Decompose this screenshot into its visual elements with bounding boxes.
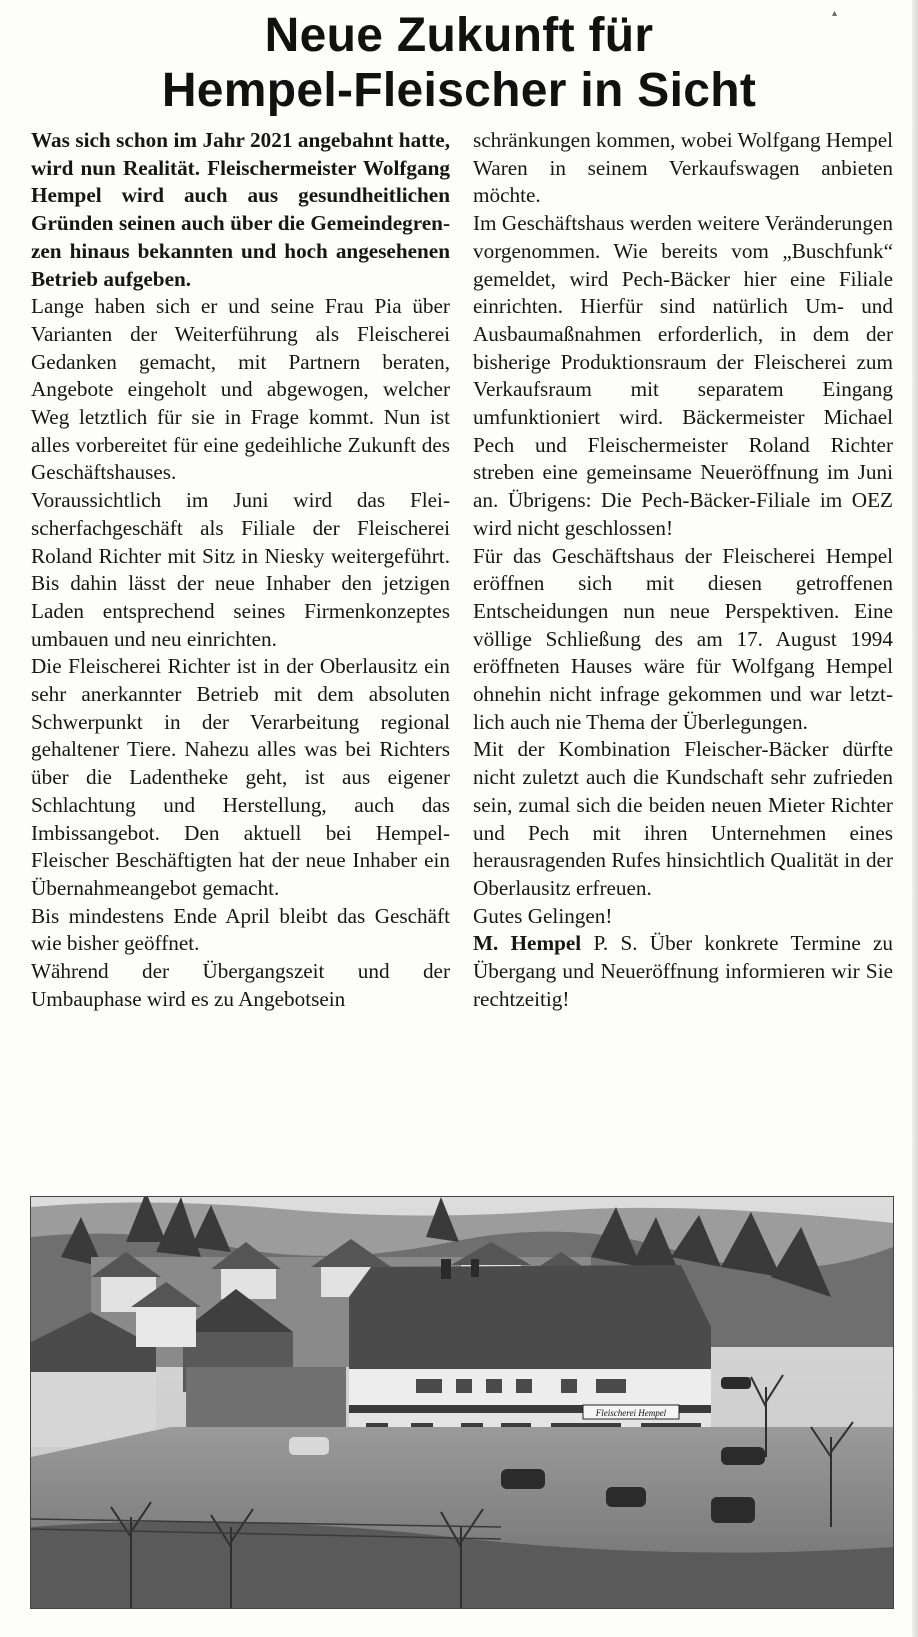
article-lead-paragraph: Was sich schon im Jahr 2021 angebahnt hatte, wird nun Realität. Fleischermeister Wolfgang Hempel wird auch aus gesundheitlichen Gründen seinen auch über die Gemeindegrenzen hinaus bekannten und hoch angesehenen Betrieb aufgeben. [31, 128, 450, 291]
article-paragraph: Während der Übergangszeit und der Umbauphase wird es zu Angebotsein [31, 959, 450, 1011]
article-paragraph: Lange haben sich er und seine Frau Pia über Varianten der Weiterführung als Fleischerei Gedanken gemacht, mit Partnern beraten, Angebote eingeholt und abgewogen, welcher Weg letztlich für sie in Frage kommt. Nun ist alles vorbereitet für eine gedeihliche Zukunft des Geschäftshauses. [31, 294, 450, 485]
headline-line-1: Neue Zukunft für [264, 9, 654, 62]
article-headline [0, 8, 918, 118]
shop-sign-text: Fleischerei Hempel [595, 1408, 667, 1418]
page-edge-shadow [912, 0, 918, 1637]
annex-building [186, 1367, 346, 1427]
town-view-illustration [31, 1197, 893, 1608]
article-photo [30, 1196, 894, 1609]
scan-speck: ▴ [832, 8, 838, 19]
article-paragraph: Gutes Gelingen! [473, 903, 613, 928]
article-paragraph: schränkungen kommen, wobei Wolfgang Hempel Waren in seinem Verkaufswagen anbieten möchte. [473, 128, 893, 208]
article-left-column [31, 127, 450, 1014]
article-paragraph: Bis mindestens Ende April bleibt das Geschäft wie bisher geöffnet. [31, 903, 450, 956]
article-right-column [473, 127, 893, 1014]
house-white-wall [136, 1307, 196, 1347]
article-signature-paragraph [473, 930, 893, 1013]
article-signature-name: M. Hempel [473, 931, 582, 956]
article-paragraph: Mit der Kombination Fleischer-Bäcker dürfte nicht zuletzt auch die Kundschaft sehr zufrieden sein, zumal sich die beiden neuen Mieter Richter und Pech mit ihren Unternehmen eines herausragenden Rufes hinsichtlich Qualität in der Oberlausitz erfreuen. [473, 737, 893, 900]
article-paragraph: Voraussichtlich im Juni wird das Fleischerfachgeschäft als Filiale der Fleischerei Roland Richter mit Sitz in Niesky weitergeführt. Bis dahin lässt der neue Inhaber den jetzigen Laden entsprechend seines Firmenkonzeptes umbauen und neu einrichten. [31, 488, 450, 651]
article-paragraph: Im Geschäftshaus werden weitere Veränderungen vorgenommen. Wie bereits vom „Buschfunk“ gemeldet, wird Pech-Bäcker hier eine Filiale einrichten. Hierfür sind natürlich Um- und Ausbaumaßnahmen erforderlich, in dem der bisherige Produktionsraum der Fleischerei zum Verkaufsraum mit separatem Eingang umfunktioniert wird. Bäckermeister Michael Pech und Fleischermeister Roland Richter streben eine gemeinsame Neueröffnung im Juni an. Übrigens: Die Pech-Bäcker-Filiale im OEZ wird nicht geschlossen! [473, 211, 893, 540]
headline-line-2: Hempel-Fleischer in Sicht [161, 64, 757, 117]
article-paragraph: Für das Geschäftshaus der Fleischerei Hempel eröffnen sich mit diesen getroffenen Entscheidungen nun neue Perspektiven. Eine völlige Schließung des am 17. August 1994 eröffneten Hauses wäre für Wolfgang Hempel ohnehin nicht infrage gekommen und war letztlich auch nie Thema der Überlegungen. [473, 543, 893, 734]
shop-building-roof [349, 1265, 711, 1377]
article-paragraph: Die Fleischerei Richter ist in der Oberlausitz ein sehr anerkannter Betrieb mit dem absoluten Schwerpunkt in der Verarbeitung regional gehaltener Tiere. Nahezu alles was bei Richters über die Ladentheke geht, ist aus eigener Schlachtung und Herstellung, auch das Imbissangebot. Den aktuell bei Hempel-Fleischer Beschäftigten hat der neue Inhaber ein Übernahmeangebot gemacht. [31, 654, 450, 900]
article-postscript: P. S. Über konkrete Termine zu Übergang und Neueröffnung informieren wir Sie rechtzeitig! [473, 931, 893, 1011]
